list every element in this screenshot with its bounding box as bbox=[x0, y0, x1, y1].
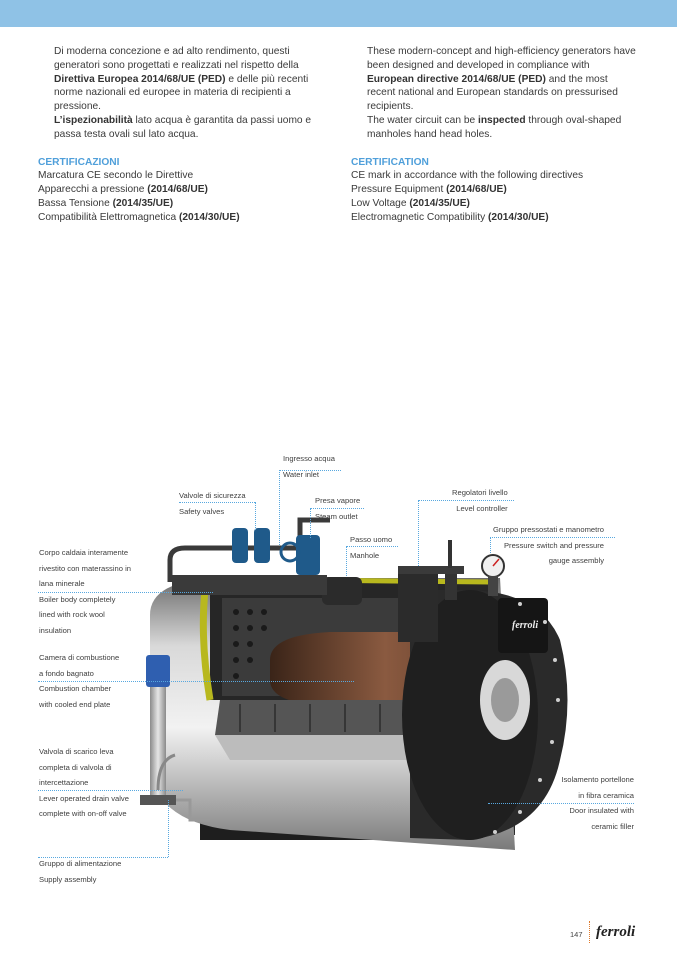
leader-line bbox=[255, 502, 256, 530]
leader-line bbox=[38, 857, 168, 858]
bullet-bold: European directive 2014/68/UE (PED) bbox=[367, 73, 546, 85]
callout-steam-outlet: Presa vapore Steam outlet bbox=[315, 496, 361, 521]
certification-heading: CERTIFICATION bbox=[351, 156, 429, 168]
boiler-brand-label: ferroli bbox=[512, 620, 539, 631]
leader-line bbox=[310, 508, 311, 538]
leader-line bbox=[346, 546, 347, 576]
leader-line bbox=[279, 470, 341, 471]
certification-line: Electromagnetic Compatibility (2014/30/UE) bbox=[351, 211, 549, 223]
leader-line bbox=[38, 790, 183, 791]
ferroli-logo: ferroli bbox=[596, 924, 636, 940]
bullet-text: Di moderna concezione e ad alto rendimento, questi generatori sono progettati e realizzati nel rispetto della bbox=[54, 46, 299, 71]
leader-line bbox=[418, 500, 514, 501]
certification-line: Apparecchi a pressione (2014/68/UE) bbox=[38, 184, 208, 196]
leader-line bbox=[310, 508, 364, 509]
leader-line bbox=[279, 470, 280, 545]
callout-boiler-body: Corpo caldaia interamente rivestito con materassino in lana minerale Boiler body completely lined with rock wool insulation bbox=[39, 548, 132, 635]
leader-line bbox=[168, 800, 169, 857]
bullet-text: The water circuit can be bbox=[367, 114, 478, 126]
certification-line: CE mark in accordance with the following directives bbox=[351, 170, 584, 182]
bullet-text: These modern-concept and high-efficiency generators have been designed and developed in compliance with bbox=[367, 46, 636, 71]
callout-supply-assembly: Gruppo di alimentazione Supply assembly bbox=[39, 859, 122, 884]
callout-water-inlet: Ingresso acqua Water inlet bbox=[283, 454, 335, 479]
bullet-text: e delle più recenti norme nazionali ed europee in materia di recipienti a pressione. bbox=[54, 73, 309, 113]
callout-safety-valves: Valvole di sicurezza Safety valves bbox=[179, 491, 246, 516]
leader-line bbox=[179, 502, 255, 503]
leader-line bbox=[488, 803, 634, 804]
valves bbox=[232, 528, 320, 575]
bullet-bold: Direttiva Europea 2014/68/UE (PED) bbox=[54, 73, 226, 85]
callout-level-controller: Regolatori livello Level controller bbox=[452, 488, 508, 513]
page-number: 147 bbox=[570, 930, 583, 939]
leader-line bbox=[38, 592, 213, 593]
certification-heading: CERTIFICAZIONI bbox=[38, 156, 120, 168]
certification-line: Pressure Equipment (2014/68/UE) bbox=[351, 184, 507, 196]
callout-combustion-chamber: Camera di combustione a fondo bagnato Combustion chamber with cooled end plate bbox=[39, 653, 120, 709]
leader-line bbox=[38, 681, 354, 682]
callout-pressure-switch: Gruppo pressostati e manometro Pressure switch and pressure gauge assembly bbox=[493, 525, 605, 565]
certification-line: Bassa Tensione (2014/35/UE) bbox=[38, 197, 174, 209]
leader-line bbox=[490, 537, 491, 553]
callout-drain-valve: Valvola di scarico leva completa di valvola di intercettazione Lever operated drain valve complete with on-off valve bbox=[39, 747, 129, 818]
bullet-text: and the most recent national and European standards on pressurised recipients. bbox=[367, 73, 618, 113]
bullet-bold: inspected bbox=[477, 114, 526, 126]
callout-door-insulation: Isolamento portellone in fibra ceramica Door insulated with ceramic filler bbox=[561, 775, 634, 831]
footer-divider bbox=[589, 921, 590, 943]
certification-line: Compatibilità Elettromagnetica (2014/30/UE) bbox=[38, 211, 240, 223]
bullet-bold: L’ispezionabilità bbox=[54, 114, 133, 126]
leader-line bbox=[418, 500, 419, 566]
callout-manhole: Passo uomo Manhole bbox=[350, 535, 393, 560]
bullet-text: lato acqua è garantita da passi uomo e passa testa ovali sul lato acqua. bbox=[54, 114, 312, 140]
certification-line: Marcatura CE secondo le Direttive bbox=[38, 170, 194, 182]
leader-line bbox=[490, 537, 615, 538]
certification-line: Low Voltage (2014/35/UE) bbox=[351, 197, 470, 209]
leader-line bbox=[346, 546, 398, 547]
bullet-text: through oval-shaped manholes hand head holes. bbox=[367, 114, 622, 140]
